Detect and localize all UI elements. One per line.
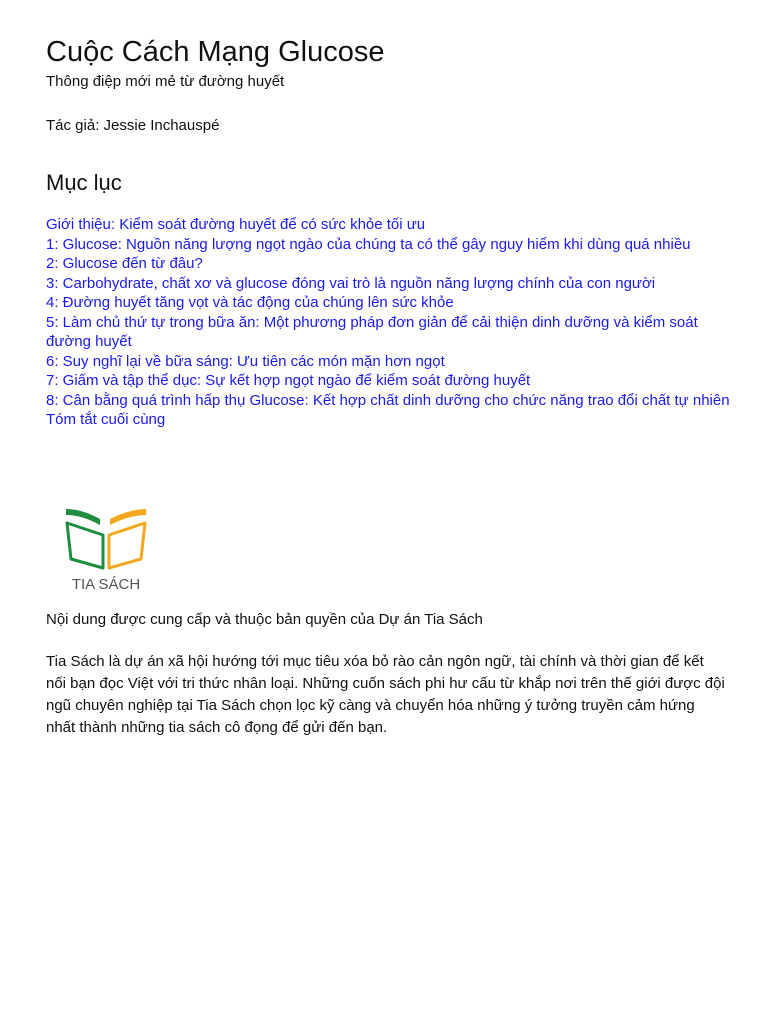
toc-item xyxy=(46,274,736,294)
tia-sach-logo xyxy=(60,503,152,595)
toc-link-chapter-1[interactable]: 1: Glucose: Nguồn năng lượng ngọt ngào của chúng ta có thể gây nguy hiểm khi dùng quá nhiều xyxy=(46,235,691,253)
toc-link-chapter-7[interactable]: 7: Giấm và tập thể dục: Sự kết hợp ngọt ngào để kiểm soát đường huyết xyxy=(46,372,531,389)
book-subtitle: Thông điệp mới mẻ từ đường huyết xyxy=(46,73,285,90)
logo-wordmark: TIA SÁCH xyxy=(71,576,141,593)
author-line: Tác giả: Jessie Inchauspé xyxy=(46,117,220,134)
toc-item xyxy=(46,254,736,274)
toc-link-chapter-6[interactable]: 6: Suy nghĩ lại về bữa sáng: Ưu tiên các món mặn hơn ngọt xyxy=(46,352,445,370)
toc-link-chapter-8[interactable]: 8: Cân bằng quá trình hấp thụ Glucose: Kết hợp chất dinh dưỡng cho chức năng trao đổi chất tự nhiên xyxy=(46,391,730,409)
table-of-contents xyxy=(46,215,736,430)
toc-link-summary[interactable]: Tóm tắt cuối cùng xyxy=(46,411,166,428)
toc-link-chapter-4[interactable]: 4: Đường huyết tăng vọt và tác động của chúng lên sức khỏe xyxy=(46,294,454,311)
toc-item xyxy=(46,391,736,411)
toc-item xyxy=(46,235,736,255)
book-title: Cuộc Cách Mạng Glucose xyxy=(46,36,385,68)
toc-heading: Mục lục xyxy=(46,170,122,195)
about-paragraph: Tia Sách là dự án xã hội hướng tới mục tiêu xóa bỏ rào cản ngôn ngữ, tài chính và thời gian để kết nối bạn đọc Việt với tri thức nhân loại. Những cuốn sách phi hư cấu từ khắp nơi trên thế giới được đội ngũ chuyên nghiệp tại Tia Sách chọn lọc kỹ càng và chuyển hóa những ý tưởng truyền cảm hứng nhất thành những tia sách cô đọng để gửi đến bạn. xyxy=(46,653,725,736)
toc-item xyxy=(46,371,736,391)
toc-link-chapter-5[interactable]: 5: Làm chủ thứ tự trong bữa ăn: Một phương pháp đơn giản để cải thiện dinh dưỡng và kiểm soát đường huyết xyxy=(46,313,698,350)
toc-item xyxy=(46,293,736,313)
toc-link-intro[interactable]: Giới thiệu: Kiểm soát đường huyết để có sức khỏe tối ưu xyxy=(46,216,426,233)
toc-item xyxy=(46,313,736,352)
toc-item xyxy=(46,410,736,430)
toc-item xyxy=(46,352,736,372)
copyright-notice: Nội dung được cung cấp và thuộc bản quyền của Dự án Tia Sách xyxy=(46,611,483,628)
toc-link-chapter-2[interactable]: 2: Glucose đến từ đâu? xyxy=(46,255,203,272)
toc-item xyxy=(46,215,736,235)
toc-link-chapter-3[interactable]: 3: Carbohydrate, chất xơ và glucose đóng vai trò là nguồn năng lượng chính của con người xyxy=(46,274,656,292)
